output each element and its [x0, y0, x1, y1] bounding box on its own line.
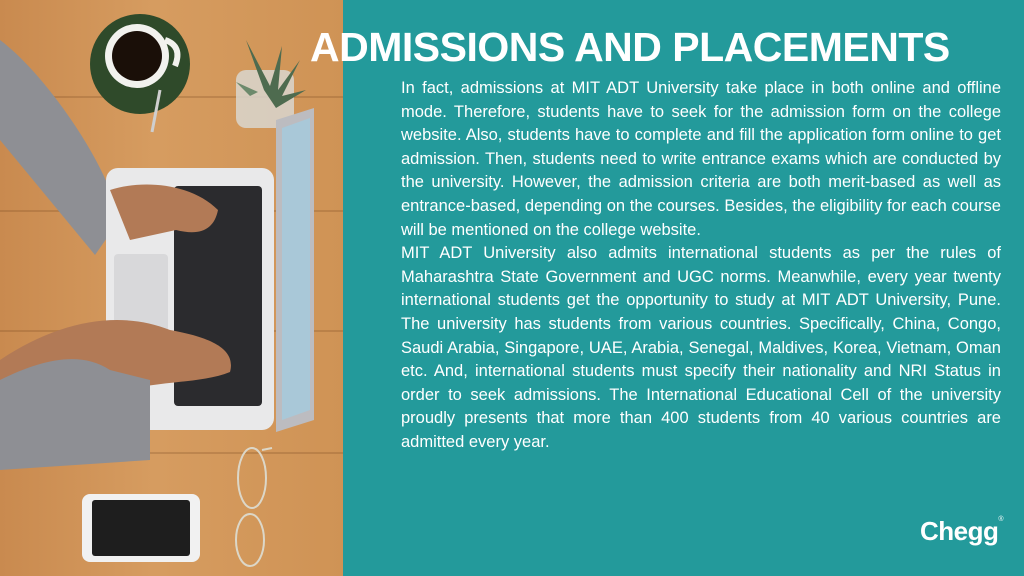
glasses-icon	[236, 448, 272, 566]
paragraph-admissions: In fact, admissions at MIT ADT University take place in both online and offline mode. Therefore, students have to seek for the admission form on the college website. Also, students have to complete and fill the application form online to get admission. Then, students need to write entrance exams which are conducted by the university. However, the admission criteria are both merit-based as well as entrance-based, depending on the courses. Besides, the eligibility for each course will be mentioned on the college website.	[401, 79, 1001, 239]
coffee-cup-icon	[90, 14, 190, 132]
body-text	[401, 77, 1001, 455]
phone-icon	[82, 494, 200, 562]
right-sleeve	[0, 359, 150, 470]
chegg-logo: Chegg®	[920, 516, 1004, 546]
paragraph-international: MIT ADT University also admits international students as per the rules of Maharashtra State Government and UGC norms. Meanwhile, every year twenty international students get the opportunity to study at MIT ADT University, Pune. The university has students from various countries. Specifically, China, Congo, Saudi Arabia, Singapore, UAE, Arabia, Senegal, Maldives, Korea, Vietnam, Oman etc. And, international students must specify their nationality and NRI Status in order to seek admissions. The International Educational Cell of the university proudly presents that more than 400 students from 40 various countries are admitted every year.	[401, 244, 1001, 451]
desk-photo	[0, 0, 343, 576]
page-title: ADMISSIONS AND PLACEMENTS	[310, 24, 950, 70]
